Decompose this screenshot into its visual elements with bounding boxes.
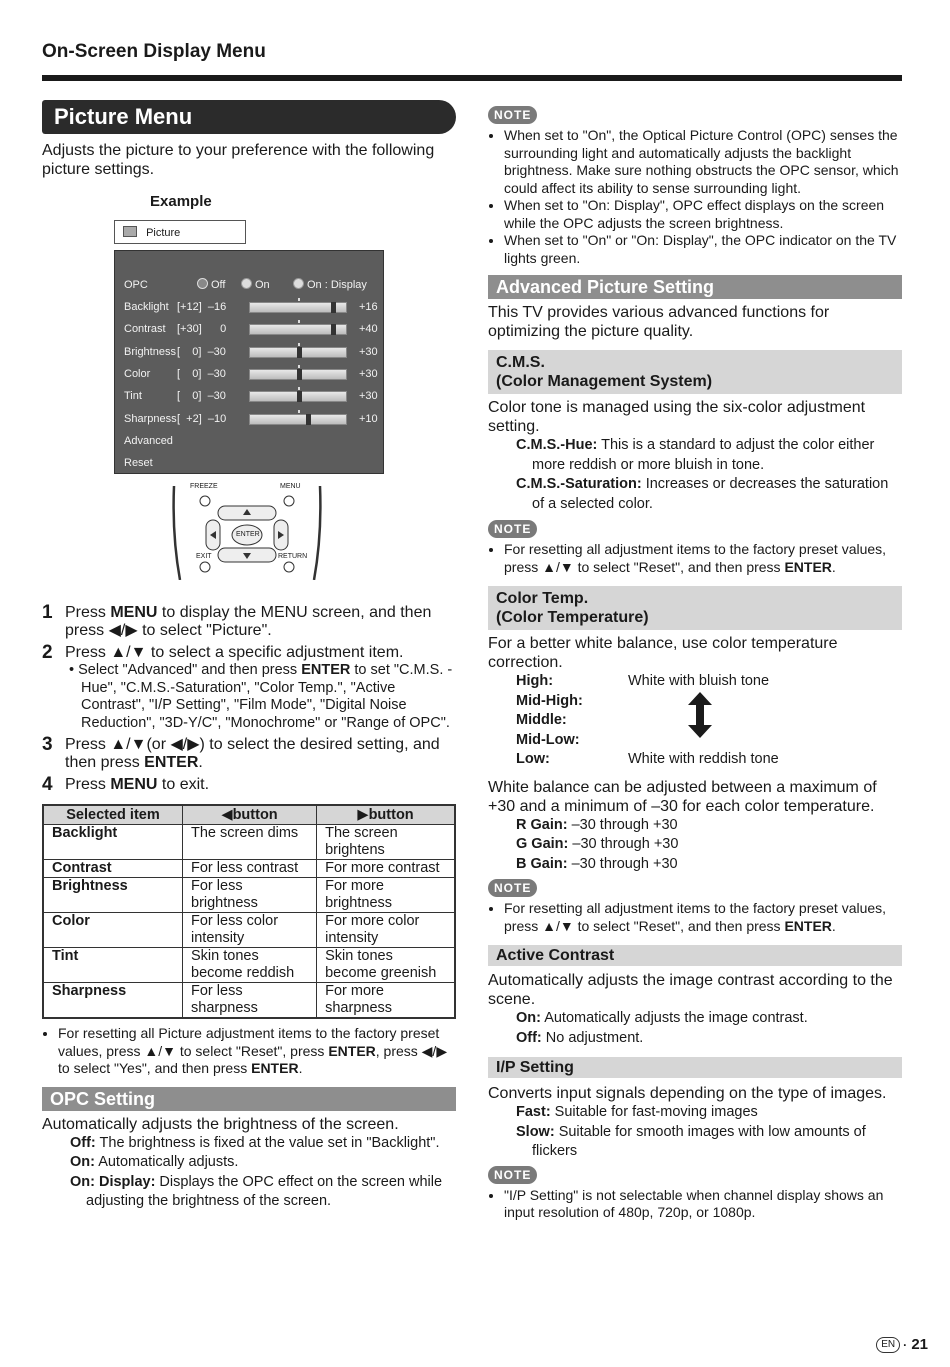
osd-opc-on-display: On : Display bbox=[293, 277, 367, 293]
ip-item-fast: Fast: Suitable for fast-moving images bbox=[516, 1104, 758, 1120]
osd-row-label: Brightness bbox=[124, 345, 176, 358]
osd-slider-knob bbox=[331, 324, 336, 335]
color-temp-note: • For resetting all adjustment items to the factory preset values, press ▲/▼ to select "Reset", and then press ENTER. bbox=[488, 900, 902, 935]
table-cell: For less color intensity bbox=[183, 913, 317, 948]
opc-setting-items bbox=[42, 1134, 456, 1212]
osd-reset: Reset bbox=[124, 457, 153, 469]
cms-item-saturation: C.M.S.-Saturation: Increases or decreases the saturation of a selected color. bbox=[516, 476, 889, 512]
osd-row-value: [+30] 0 bbox=[177, 323, 227, 336]
active-contrast-items bbox=[488, 1009, 902, 1048]
table-header: Selected item bbox=[43, 805, 183, 825]
table-cell: For less brightness bbox=[183, 878, 317, 913]
picture-menu-title: Picture Menu bbox=[42, 100, 456, 134]
level-low: Low: bbox=[516, 751, 550, 767]
osd-row-label: Tint bbox=[124, 390, 142, 403]
picture-tab-label: Picture bbox=[146, 227, 181, 239]
osd-slider bbox=[249, 324, 347, 335]
left-column bbox=[42, 100, 456, 1212]
level-high-desc: White with bluish tone bbox=[628, 673, 770, 689]
osd-row-max: +16 bbox=[359, 301, 378, 313]
note-badge: NOTE bbox=[488, 879, 537, 897]
radio-selected-icon bbox=[197, 278, 208, 289]
ip-setting-intro: Converts input signals depending on the type of images. bbox=[488, 1085, 887, 1102]
osd-row-value: [ 0] –30 bbox=[177, 345, 226, 358]
gain-r: R Gain: –30 through +30 bbox=[516, 816, 678, 833]
list-item: • When set to "On: Display", OPC effect displays on the screen while the OPC adjusts the screen brightness. bbox=[504, 197, 902, 232]
osd-slider bbox=[249, 302, 347, 313]
table-cell: The screen brightens bbox=[317, 825, 455, 860]
table-header: ▶button bbox=[317, 805, 455, 825]
table-cell: Skin tones become reddish bbox=[183, 948, 317, 983]
step-2: 2 Press ▲/▼ to select a specific adjustment item. bbox=[42, 642, 404, 663]
opc-notes bbox=[488, 127, 902, 267]
osd-row-max: +30 bbox=[359, 390, 378, 403]
osd-slider bbox=[249, 347, 347, 358]
table-cell: Color bbox=[43, 913, 183, 948]
osd-slider bbox=[249, 391, 347, 402]
color-temp-title: Color Temp. (Color Temperature) bbox=[488, 586, 902, 630]
active-contrast-title: Active Contrast bbox=[488, 945, 902, 966]
list-item: • When set to "On" or "On: Display", the OPC indicator on the TV lights green. bbox=[504, 232, 902, 267]
table-header-row bbox=[43, 805, 455, 825]
cms-items bbox=[488, 436, 902, 514]
osd-slider-center-mark bbox=[298, 365, 300, 368]
osd-row-value: [ +2] –10 bbox=[177, 412, 227, 425]
cms-intro: Color tone is managed using the six-color adjustment setting. bbox=[488, 399, 866, 435]
picture-reset-note: • For resetting all Picture adjustment items to the factory preset values, press ▲/▼ to select "Reset", press ENTER, press ◀/▶ to select "Yes", and then press ENTER. bbox=[42, 1025, 456, 1078]
osd-slider-center-mark bbox=[298, 410, 300, 413]
opc-item-off: Off: The brightness is fixed at the value set in "Backlight". bbox=[70, 1134, 440, 1151]
opc-item-on: On: Automatically adjusts. bbox=[70, 1154, 239, 1170]
osd-slider-knob bbox=[297, 391, 302, 402]
opc-item-on-display: On: Display: Displays the OPC effect on the screen while adjusting the brightness of the screen. bbox=[70, 1173, 443, 1209]
remote-control-illustration bbox=[172, 483, 322, 580]
picture-tab bbox=[114, 220, 246, 244]
table-cell: Backlight bbox=[43, 825, 183, 860]
osd-slider-center-mark bbox=[298, 298, 300, 301]
page-header-title: On-Screen Display Menu bbox=[42, 41, 266, 62]
table-cell: For more contrast bbox=[317, 860, 455, 878]
table-cell: For more color intensity bbox=[317, 913, 455, 948]
cms-note: • For resetting all adjustment items to the factory preset values, press ▲/▼ to select "Reset", and then press ENTER. bbox=[488, 541, 902, 576]
active-contrast-off: Off: No adjustment. bbox=[516, 1029, 644, 1046]
picture-menu-intro: Adjusts the picture to your preference with the following picture settings. bbox=[42, 142, 435, 178]
osd-slider-center-mark bbox=[298, 320, 300, 323]
osd-slider-center-mark bbox=[298, 343, 300, 346]
level-high: High: bbox=[516, 673, 554, 689]
table-row bbox=[43, 913, 455, 948]
table-cell: Skin tones become greenish bbox=[317, 948, 455, 983]
step-2-sub: • Select "Advanced" and then press ENTER to set "C.M.S. -Hue", "C.M.S.-Saturation", "Color Temp.", "Active Contrast", "I/P Setting", "Film Mode", "Digital Noise Reduction", "3D-Y/C", "Monochrome" or "Range of OPC". bbox=[69, 662, 453, 731]
level-mid-high: Mid-High: bbox=[516, 692, 583, 709]
osd-advanced: Advanced bbox=[124, 435, 173, 447]
table-cell: For more sharpness bbox=[317, 983, 455, 1019]
gain-items bbox=[488, 816, 902, 875]
table-row bbox=[43, 878, 455, 913]
osd-slider bbox=[249, 414, 347, 425]
osd-row-label: Sharpness bbox=[124, 412, 177, 425]
step-3: 3 Press ▲/▼(or ◀/▶) to select the desired setting, and then press ENTER. bbox=[42, 734, 440, 771]
opc-setting-intro: Automatically adjusts the brightness of the screen. bbox=[42, 1115, 399, 1133]
steps-list bbox=[42, 604, 456, 794]
header-rule bbox=[42, 75, 902, 81]
active-contrast-on: On: Automatically adjusts the image contrast. bbox=[516, 1010, 808, 1026]
table-header: ◀button bbox=[183, 805, 317, 825]
picture-icon bbox=[123, 226, 137, 237]
osd-row-value: [+12] –16 bbox=[177, 301, 227, 313]
gain-g: G Gain: –30 through +30 bbox=[516, 836, 679, 852]
table-cell: For more brightness bbox=[317, 878, 455, 913]
osd-row-max: +40 bbox=[359, 323, 378, 336]
table-cell: For less contrast bbox=[183, 860, 317, 878]
active-contrast-intro: Automatically adjusts the image contrast according to the scene. bbox=[488, 972, 893, 1008]
color-temp-intro: For a better white balance, use color temperature correction. bbox=[488, 635, 838, 671]
osd-slider bbox=[249, 369, 347, 380]
osd-slider-knob bbox=[297, 369, 302, 380]
remote-freeze-label: FREEZE bbox=[190, 483, 218, 490]
table-cell: Brightness bbox=[43, 878, 183, 913]
opc-setting-title: OPC Setting bbox=[42, 1087, 456, 1111]
remote-return-label: RETURN bbox=[278, 553, 308, 560]
language-badge: EN bbox=[876, 1337, 900, 1353]
remote-enter-label: ENTER bbox=[236, 531, 260, 538]
osd-row-max: +30 bbox=[359, 367, 378, 380]
table-cell: Contrast bbox=[43, 860, 183, 878]
table-cell: For less sharpness bbox=[183, 983, 317, 1019]
ip-setting-note: • "I/P Setting" is not selectable when channel display shows an input resolution of 480p, 720p, or 1080p. bbox=[488, 1187, 902, 1222]
table-row bbox=[43, 825, 455, 860]
remote-menu-label: MENU bbox=[280, 483, 301, 490]
right-column bbox=[488, 106, 902, 1222]
table-cell: Sharpness bbox=[43, 983, 183, 1019]
osd-slider-knob bbox=[297, 347, 302, 358]
table-row bbox=[43, 860, 455, 878]
table-row bbox=[43, 983, 455, 1019]
note-badge: NOTE bbox=[488, 1166, 537, 1184]
step-4: 4 Press MENU to exit. bbox=[42, 774, 210, 795]
osd-row-max: +30 bbox=[359, 345, 378, 358]
osd-row-label: Backlight bbox=[124, 301, 169, 313]
ip-setting-items bbox=[488, 1103, 902, 1162]
osd-slider-center-mark bbox=[298, 387, 300, 390]
radio-icon bbox=[241, 278, 252, 289]
advanced-title: Advanced Picture Setting bbox=[488, 275, 902, 299]
osd-opc-off: Off bbox=[197, 277, 225, 293]
white-balance-text: White balance can be adjusted between a maximum of +30 and a minimum of –30 for each color temperature. bbox=[488, 778, 877, 815]
osd-slider-knob bbox=[331, 302, 336, 313]
gain-b: B Gain: –30 through +30 bbox=[516, 855, 678, 872]
step-1: 1 Press MENU to display the MENU screen, and then press ◀/▶ to select "Picture". bbox=[42, 602, 432, 639]
level-low-desc: White with reddish tone bbox=[628, 751, 779, 767]
table-row bbox=[43, 948, 455, 983]
ip-setting-title: I/P Setting bbox=[488, 1057, 902, 1078]
osd-row-label: Contrast bbox=[124, 323, 166, 336]
example-label: Example bbox=[150, 193, 212, 210]
radio-icon bbox=[293, 278, 304, 289]
cms-item-hue: C.M.S.-Hue: This is a standard to adjust the color either more reddish or more bluish in tone. bbox=[516, 437, 875, 473]
list-item: • When set to "On", the Optical Picture Control (OPC) senses the surrounding light and automatically adjusts the backlight brightness. Make sure nothing obstructs the OPC sensor, which could affect its ability to sense surrounding light. bbox=[504, 127, 902, 197]
note-badge: NOTE bbox=[488, 520, 537, 538]
osd-row-label: Color bbox=[124, 367, 151, 380]
osd-row-value: [ 0] –30 bbox=[177, 390, 226, 403]
remote-exit-label: EXIT bbox=[196, 553, 212, 560]
up-down-arrow-icon bbox=[688, 692, 712, 738]
osd-example-screen bbox=[114, 250, 384, 474]
ip-item-slow: Slow: Suitable for smooth images with low amounts of flickers bbox=[516, 1123, 866, 1159]
page-number: EN · 21 bbox=[876, 1336, 928, 1353]
adjustment-table bbox=[42, 804, 456, 1019]
osd-slider-knob bbox=[306, 414, 311, 425]
table-cell: The screen dims bbox=[183, 825, 317, 860]
osd-row-value: [ 0] –30 bbox=[177, 367, 226, 380]
table-cell: Tint bbox=[43, 948, 183, 983]
level-mid-low: Mid-Low: bbox=[516, 731, 580, 748]
osd-opc-label: OPC bbox=[124, 279, 148, 291]
cms-title: C.M.S. (Color Management System) bbox=[488, 350, 902, 394]
level-middle: Middle: bbox=[516, 712, 567, 728]
advanced-intro: This TV provides various advanced functions for optimizing the picture quality. bbox=[488, 304, 830, 340]
note-badge: NOTE bbox=[488, 106, 537, 124]
osd-row-max: +10 bbox=[359, 412, 378, 425]
osd-opc-on: On bbox=[241, 277, 270, 293]
color-temp-levels bbox=[488, 672, 902, 770]
